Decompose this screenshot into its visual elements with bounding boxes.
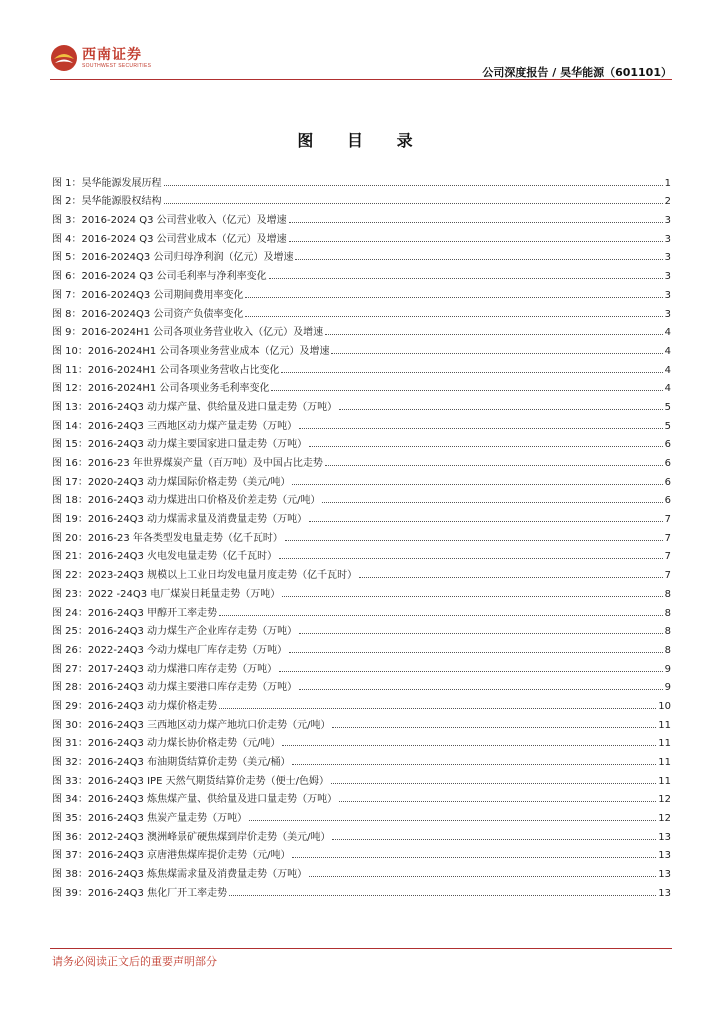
toc-entry-page: 2 (664, 196, 671, 208)
toc-entry-label: 图 7：2016-2024Q3 公司期间费用率变化 (52, 289, 244, 301)
toc-entry-label: 图 37：2016-24Q3 京唐港焦煤库提价走势（元/吨） (52, 850, 291, 862)
toc-entry[interactable] (52, 544, 671, 563)
toc-entry-page: 6 (664, 439, 671, 451)
toc-entry-label: 图 12：2016-2024H1 公司各项业务毛利率变化 (52, 383, 270, 395)
toc-entry-page: 4 (664, 364, 671, 376)
toc-entry-page: 8 (664, 626, 671, 638)
toc-entry-label: 图 35：2016-24Q3 焦炭产量走势（万吨） (52, 813, 248, 825)
toc-entry[interactable] (52, 656, 671, 675)
toc-leader-dots (309, 876, 656, 877)
toc-entry-page: 4 (664, 345, 671, 357)
toc-entry-page: 11 (658, 738, 671, 750)
toc-entry-page: 4 (664, 327, 671, 339)
toc-entry-label: 图 8：2016-2024Q3 公司资产负债率变化 (52, 308, 244, 320)
toc-entry-page: 5 (664, 401, 671, 413)
toc-leader-dots (245, 297, 662, 298)
toc-entry-page: 13 (658, 850, 671, 862)
toc-entry-page: 11 (658, 757, 671, 768)
toc-entry[interactable] (52, 338, 671, 357)
toc-entry[interactable] (52, 394, 671, 413)
toc-entry-page: 11 (658, 719, 671, 731)
toc-entry[interactable] (52, 843, 671, 862)
toc-leader-dots (289, 222, 663, 223)
toc-entry[interactable] (52, 693, 671, 712)
toc-entry[interactable] (52, 357, 671, 376)
toc-leader-dots (219, 615, 663, 616)
toc-leader-dots (245, 316, 662, 317)
toc-leader-dots (339, 801, 656, 802)
toc-entry[interactable] (52, 731, 671, 750)
toc-leader-dots (281, 372, 662, 373)
toc-leader-dots (282, 596, 662, 597)
toc-entry-label: 图 32：2016-24Q3 布油期货结算价走势（美元/桶） (52, 757, 291, 768)
toc-entry-label: 图 9：2016-2024H1 公司各项业务营业收入（亿元）及增速 (52, 327, 324, 339)
toc-entry-page: 12 (658, 794, 671, 806)
toc-entry-label: 图 14：2016-24Q3 三西地区动力煤产量走势（万吨） (52, 420, 298, 432)
toc-entry-label: 图 39：2016-24Q3 焦化厂开工率走势 (52, 887, 228, 899)
toc-entry-label: 图 16：2016-23 年世界煤炭产量（百万吨）及中国占比走势 (52, 458, 323, 469)
toc-entry-page: 13 (658, 869, 671, 881)
toc-entry[interactable] (52, 712, 671, 731)
toc-title: 图 目 录 (297, 131, 427, 150)
toc-entry[interactable] (52, 301, 671, 320)
toc-entry[interactable] (52, 619, 671, 638)
toc-entry-label: 图 20：2016-23 年各类型发电量走势（亿千瓦时） (52, 532, 283, 544)
toc-entry[interactable] (52, 263, 671, 282)
toc-leader-dots (289, 652, 663, 653)
report-label: 公司深度报告 / 昊华能源（601101） (482, 66, 672, 79)
toc-entry-label: 图 5：2016-2024Q3 公司归母净利润（亿元）及增速 (52, 252, 294, 264)
toc-entry-label: 图 6：2016-2024 Q3 公司毛利率与净利率变化 (52, 271, 267, 283)
toc-entry[interactable] (52, 600, 671, 619)
header-divider (50, 79, 672, 80)
toc-leader-dots (359, 577, 663, 578)
toc-entry-label: 图 4：2016-2024 Q3 公司营业成本（亿元）及增速 (52, 233, 287, 245)
toc-entry-label: 图 13：2016-24Q3 动力煤产量、供给量及进口量走势（万吨） (52, 401, 338, 413)
toc-leader-dots (299, 633, 663, 634)
toc-leader-dots (299, 689, 663, 690)
toc-entry-label: 图 38：2016-24Q3 炼焦煤需求量及消费量走势（万吨） (52, 869, 308, 881)
toc-entry-label: 图 30：2016-24Q3 三西地区动力煤产地坑口价走势（元/吨） (52, 719, 331, 731)
toc-entry[interactable] (52, 488, 671, 507)
toc-entry[interactable] (52, 824, 671, 843)
toc-entry-page: 3 (664, 233, 671, 245)
footer-divider (50, 948, 672, 949)
toc-leader-dots (269, 278, 663, 279)
toc-leader-dots (299, 428, 663, 429)
toc-leader-dots (279, 558, 663, 559)
toc-entry[interactable] (52, 245, 671, 264)
toc-leader-dots (322, 502, 662, 503)
toc-entry-label: 图 2：昊华能源股权结构 (52, 196, 162, 208)
logo-chinese-name: 西南证券 (82, 46, 142, 63)
toc-entry-page: 9 (664, 682, 671, 694)
toc-entry-page: 13 (658, 887, 671, 899)
company-logo (50, 44, 151, 72)
toc-entry-label: 图 21：2016-24Q3 火电发电量走势（亿千瓦时） (52, 551, 278, 563)
toc-entry[interactable] (52, 282, 671, 301)
toc-leader-dots (285, 540, 663, 541)
toc-entry-label: 图 29：2016-24Q3 动力煤价格走势 (52, 700, 218, 712)
toc-entry-label: 图 22：2023-24Q3 规模以上工业日均发电量月度走势（亿千瓦时） (52, 570, 358, 582)
toc-entry-page: 13 (658, 831, 671, 843)
toc-entry-label: 图 15：2016-24Q3 动力煤主要国家进口量走势（万吨） (52, 439, 308, 451)
toc-entry[interactable] (52, 525, 671, 544)
toc-entry-page: 4 (664, 383, 671, 395)
toc-leader-dots (325, 334, 663, 335)
toc-entry-label: 图 1：昊华能源发展历程 (52, 177, 162, 189)
toc-leader-dots (332, 839, 656, 840)
toc-entry-page: 3 (664, 215, 671, 227)
toc-leader-dots (325, 465, 663, 466)
toc-entry[interactable] (52, 432, 671, 451)
toc-leader-dots (332, 727, 656, 728)
toc-entry[interactable] (52, 787, 671, 806)
logo-emblem-icon (50, 44, 78, 72)
toc-entry-page: 3 (664, 271, 671, 283)
toc-entry[interactable] (52, 469, 671, 488)
toc-entry[interactable] (52, 581, 671, 600)
toc-leader-dots (292, 484, 662, 485)
toc-entry-label: 图 34：2016-24Q3 炼焦煤产量、供给量及进口量走势（万吨） (52, 794, 338, 806)
toc-entry-page: 1 (664, 177, 671, 189)
toc-entry[interactable] (52, 226, 671, 245)
toc-entry-label: 图 18：2016-24Q3 动力煤进出口价格及价差走势（元/吨） (52, 495, 321, 507)
toc-entry[interactable] (52, 861, 671, 880)
toc-leader-dots (219, 708, 656, 709)
toc-entry-page: 9 (664, 663, 671, 675)
toc-entry[interactable] (52, 749, 671, 768)
toc-entry-page: 7 (664, 532, 671, 544)
toc-entry-page: 7 (664, 570, 671, 582)
toc-entry-page: 8 (664, 607, 671, 619)
toc-entry-page: 7 (664, 514, 671, 526)
toc-entry-label: 图 10：2016-2024H1 公司各项业务营业成本（亿元）及增速 (52, 345, 330, 357)
toc-entry-label: 图 31：2016-24Q3 动力煤长协价格走势（元/吨） (52, 738, 281, 750)
toc-entry[interactable] (52, 376, 671, 395)
toc-entry[interactable] (52, 170, 671, 189)
toc-entry-label: 图 36：2012-24Q3 澳洲峰景矿硬焦煤到岸价走势（美元/吨） (52, 831, 331, 843)
toc-entry-label: 图 23：2022 -24Q3 电厂煤炭日耗量走势（万吨） (52, 588, 281, 600)
toc-leader-dots (292, 857, 656, 858)
toc-entry-label: 图 33：2016-24Q3 IPE 天然气期货结算价走势（便士/色姆） (52, 775, 329, 787)
toc-entry[interactable] (52, 675, 671, 694)
toc-entry-label: 图 28：2016-24Q3 动力煤主要港口库存走势（万吨） (52, 682, 298, 694)
toc-leader-dots (295, 259, 662, 260)
toc-entry[interactable] (52, 562, 671, 581)
toc-entry-label: 图 26：2022-24Q3 今动力煤电厂库存走势（万吨） (52, 644, 288, 656)
toc-entry-page: 5 (664, 420, 671, 432)
toc-entry-page: 3 (664, 252, 671, 264)
toc-leader-dots (309, 521, 663, 522)
toc-entry-page: 7 (664, 551, 671, 563)
toc-leader-dots (249, 820, 656, 821)
toc-entry[interactable] (52, 506, 671, 525)
toc-entry-label: 图 27：2017-24Q3 动力煤港口库存走势（万吨） (52, 663, 278, 675)
figure-list (52, 170, 671, 899)
toc-entry-page: 10 (658, 700, 671, 712)
toc-entry[interactable] (52, 637, 671, 656)
toc-entry-page: 11 (658, 775, 671, 787)
toc-entry-page: 12 (658, 813, 671, 825)
toc-leader-dots (289, 241, 663, 242)
toc-entry-page: 6 (664, 458, 671, 469)
toc-leader-dots (282, 745, 656, 746)
toc-entry-page: 8 (664, 644, 671, 656)
toc-entry[interactable] (52, 805, 671, 824)
toc-leader-dots (229, 895, 656, 896)
toc-entry-page: 6 (664, 495, 671, 507)
toc-entry-page: 3 (664, 289, 671, 301)
toc-leader-dots (309, 446, 663, 447)
toc-entry[interactable] (52, 207, 671, 226)
toc-leader-dots (331, 353, 662, 354)
toc-leader-dots (331, 783, 656, 784)
toc-entry-page: 8 (664, 588, 671, 600)
toc-entry-label: 图 19：2016-24Q3 动力煤需求量及消费量走势（万吨） (52, 514, 308, 526)
toc-entry-page: 6 (664, 476, 671, 488)
footer-disclaimer: 请务必阅读正文后的重要声明部分 (52, 955, 217, 968)
logo-english-name: SOUTHWEST SECURITIES (82, 62, 152, 69)
toc-entry[interactable] (52, 413, 671, 432)
toc-entry-label: 图 24：2016-24Q3 甲醇开工率走势 (52, 607, 218, 619)
toc-entry[interactable] (52, 320, 671, 339)
toc-entry-label: 图 25：2016-24Q3 动力煤生产企业库存走势（万吨） (52, 626, 298, 638)
toc-entry[interactable] (52, 189, 671, 208)
toc-entry-label: 图 11：2016-2024H1 公司各项业务营收占比变化 (52, 364, 280, 376)
toc-leader-dots (164, 185, 663, 186)
toc-leader-dots (339, 409, 663, 410)
toc-entry[interactable] (52, 768, 671, 787)
toc-leader-dots (164, 203, 663, 204)
toc-entry-page: 3 (664, 308, 671, 320)
toc-entry-label: 图 17：2020-24Q3 动力煤国际价格走势（美元/吨） (52, 476, 291, 488)
toc-leader-dots (279, 671, 663, 672)
toc-entry[interactable] (52, 880, 671, 899)
toc-entry[interactable] (52, 450, 671, 469)
toc-entry-label: 图 3：2016-2024 Q3 公司营业收入（亿元）及增速 (52, 215, 287, 227)
toc-leader-dots (292, 764, 656, 765)
toc-leader-dots (271, 390, 662, 391)
